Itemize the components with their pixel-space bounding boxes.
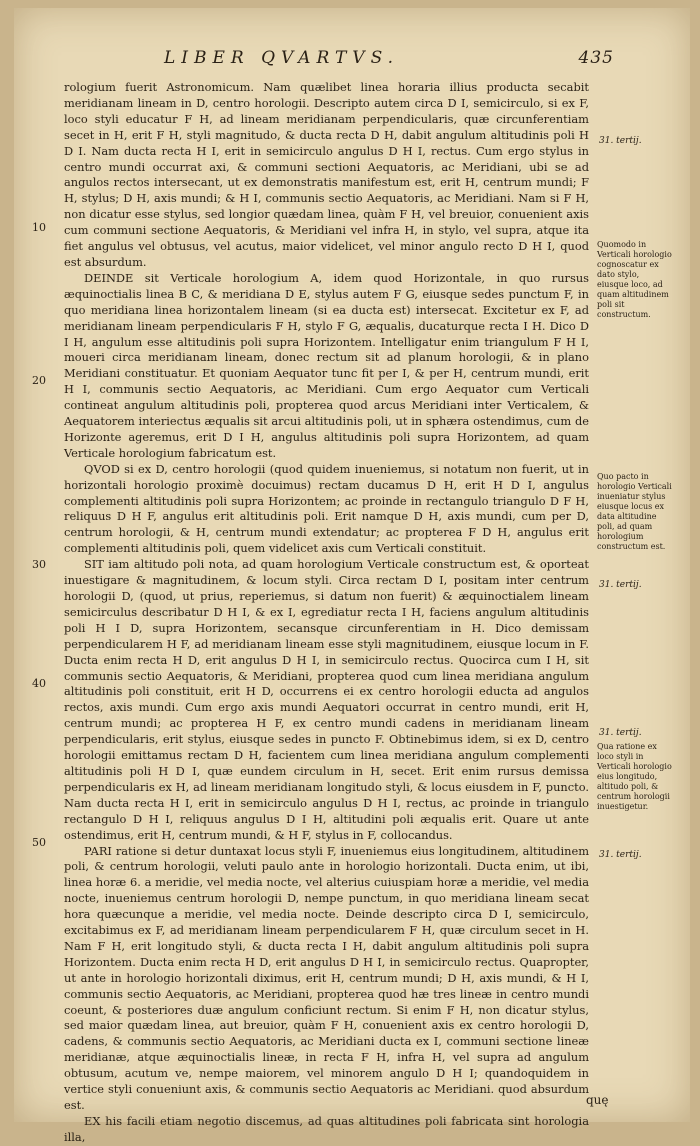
margin-reference: 31. tertij. (599, 136, 642, 146)
line-number: 30 (32, 558, 46, 571)
margin-reference: 31. tertij. (599, 728, 642, 738)
line-number: 10 (32, 221, 46, 234)
running-title: LIBER QVARTVS. (164, 48, 400, 68)
paragraph: SIT iam altitudo poli nota, ad quam horologium Verticale constructum est, & oporteat inuestigare & magnitudinem, & locum styli. Circa rectam D I, positam inter centrum horologii D, (quod, ut prius, reperiemus, si datum non fuerit) & æquinoctialem lineam semicirculus describatur D H I, & ex I, egrediatur recta I H, faciens angulum altitudinis poli H I D, supra Horizontem, secansque circunferentiam in H. Dico demissam perpendicularem H F, ad meridianam lineam esse styli magnitudinem, eiusque locum in F. Ducta enim recta H D, erit angulus D H I, in semicirculo rectus. Quocirca cum I H, sit communis sectio Aequatoris, & Meridiani, propterea quod cum linea meridiana angulum altitudinis poli constituit, erit H D, occurrens ei ex centro horologii educta ad angulos rectos, axis mundi. Cum ergo axis mundi Aequatori occurrat in centro mundi, erit H, centrum mundi; ac propterea H F, ex centro mundi cadens in meridianam lineam perpendicularis, erit stylus, eiusque sedes in puncto F. Obtinebimus idem, si ex D, centro horologii emittamus rectam D H, facientem cum linea meridiana angulum complementi altitudinis poli H D I, quæ eundem circulum in H, secet. Erit enim rursus demissa perpendicularis ex H, ad lineam meridianam longitudo styli, & locus eiusdem in F, puncto. Nam ducta recta H I, erit in semicirculo angulus D H I, rectus, ac proinde in triangulo rectangulo D H I, reliquus angulus D I H, altitudini poli æqualis erit. Quare ut ante ostendimus, erit H, centrum mundi, & H F, stylus in F, collocandus. (64, 557, 589, 842)
paragraph: PARI ratione si detur duntaxat locus styli F, inueniemus eius longitudinem, altitudinem poli, & centrum horologii, veluti paulo ante in horologio horizontali. Ducta enim, ut ibi, linea horæ 6. a meridie, vel media nocte, vel alterius cuiuspiam horæ a meridie, vel media nocte, inueniemus centrum horologii D, nempe punctum, in quo meridiana lineam secat hora quæcunque a meridie, vel media nocte. Deinde descripto circa D I, semicirculo, excitabimus ex F, ad meridianam lineam perpendicularem F H, quæ circulum secet in H. Nam F H, erit longitudo styli, & ducta recta I H, dabit angulum altitudinis poli supra Horizontem. Ducta enim recta H D, erit angulus D H I, in semicirculo rectus. Quapropter, ut ante in horologio horizontali diximus, erit H, centrum mundi; D H, axis mundi, & H I, communis sectio Aequatoris, ac Meridiani, propterea quod hæ tres lineæ in centro mundi coeunt, & posteriores duæ angulum conficiunt rectum. Si enim F H, non dicatur stylus, sed maior quædam linea, aut breuior, quàm F H, conuenient axis ex centro horologii D, cadens, & communis sectio Aequatoris, ac Meridiani ducta ex I, communi sectione lineæ meridianæ, atque æquinoctialis lineæ, in recta F H, infra H, vel supra ad angulum obtusum, acutum ve, nempe maiorem, vel minorem angulo D H I; quandoquidem in vertice styli conueniunt axis, & communis sectio Aequatoris ac Meridiani. quod absurdum est. (64, 843, 589, 1112)
margin-note: Quomodo in Verticali horologio cognoscatur ex dato stylo, eiusque loco, ad quam altitudinem poli sit constructum. (597, 240, 672, 319)
line-number: 20 (32, 374, 46, 387)
paragraph: EX his facili etiam negotio discemus, ad quas altitudines poli fabricata sint horologia illa, (64, 1113, 589, 1144)
margin-note: Qua ratione ex loco styli in Verticali horologio eius longitudo, altitudo poli, & centrum horologii inuestigetur. (597, 742, 672, 811)
margin-reference: 31. tertij. (599, 580, 642, 590)
page-number: 435 (578, 48, 614, 68)
paragraph: QVOD si ex D, centro horologii (quod quidem inueniemus, si notatum non fuerit, ut in horizontali horologio proximè docuimus) rectam ducamus D H, erit H D I, angulus complementi altitudinis poli supra Horizontem; ac proinde in rectangulo triangulo D F H, reliquus D H F, angulus erit altitudinis poli. Erit namque D H, axis mundi, cum per D, centrum horologii, & H, centrum mundi extendatur; ac propterea F D H, angulus erit complementi altitudinis poli, quem videlicet axis cum Verticali constituit. (64, 461, 589, 556)
catchword: quę (586, 1093, 609, 1107)
line-number: 40 (32, 677, 46, 690)
paragraph: rologium fuerit Astronomicum. Nam quælibet linea horaria illius producta secabit meridianam lineam in D, centro horologii. Descripto autem circa D I, semicirculo, si ex F, loco styli educatur F H, ad lineam meridianam perpendicularis, quæ circunferentiam secet in H, erit F H, styli magnitudo, & ducta recta D H, dabit angulum altitudinis poli H D I. Nam ducta recta H I, erit in semicirculo angulus D H I, rectus. Cum ergo stylus in centro mundi occurrat axi, & communi sectioni Aequatoris, ac Meridiani, ubi se ad angulos rectos intersecant, ut ex demonstratis manifestum est, erit H, centrum mundi; F H, stylus; D H, axis mundi; & H I, communis sectio Aequatoris, ac Meridiani. Nam si F H, non dicatur esse stylus, sed longior quædam linea, quàm F H, vel breuior, conuenient axis cum communi sectione Aequatoris, & Meridiani vel infra H, in stylo, vel supra, atque ita fiet angulus vel obtusus, vel acutus, maior videlicet, vel minor angulo recto D H I, quod est absurdum. (64, 80, 589, 269)
main-text (64, 80, 589, 1146)
margin-note: Quo pacto in horologio Verticali inueniatur stylus eiusque locus ex data altitudine poli, ad quam horologium constructum est. (597, 472, 672, 551)
margin-reference: 31. tertij. (599, 850, 642, 860)
book-page (14, 8, 690, 1144)
paragraph: DEINDE sit Verticale horologium A, idem quod Horizontale, in quo rursus æquinoctialis linea B C, & meridiana D E, stylus autem F G, eiusque sedes punctum F, in quo meridiana linea horizontalem lineam (si ea ducta est) intersecat. Excitetur ex F, ad meridianam lineam perpendicularis F H, stylo F G, æqualis, ducaturque recta I H. Dico D I H, angulum esse altitudinis poli supra Horizontem. Intelligatur enim triangulum F H I, moueri circa meridianam lineam, donec rectum sit ad planum horologii, & in plano Meridiani constituatur. Et quoniam Aequator tunc fit per I, & per H, centrum mundi, erit H I, communis sectio Aequatoris, ac Meridiani. Cum ergo Aequator cum Verticali contineat angulum altitudinis poli, propterea quod arcus Meridiani inter Verticalem, & Aequatorem interiectus æqualis sit arcui altitudinis poli, ut in sphæra ostendimus, cum de Horizonte ageremus, erit D I H, angulus altitudinis poli supra Horizontem, ad quam Verticale horologium fabricatum est. (64, 270, 589, 460)
line-number: 50 (32, 836, 46, 849)
